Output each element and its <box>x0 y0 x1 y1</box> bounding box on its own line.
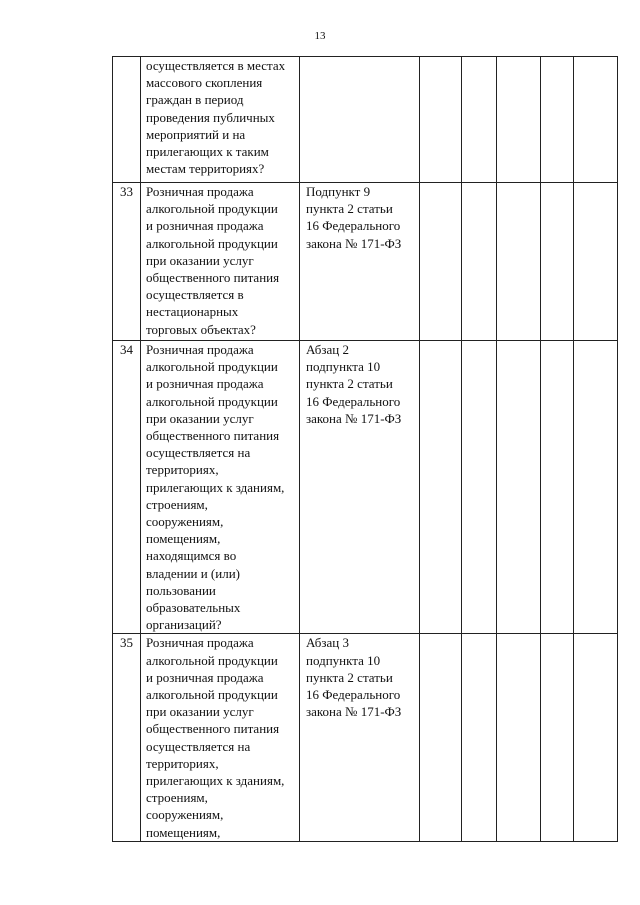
answer-cell <box>420 634 462 842</box>
question-line: торговых объектах? <box>146 321 256 337</box>
table-row <box>113 341 618 634</box>
question-line: прилегающих к таким <box>146 144 269 160</box>
answer-cell <box>574 341 618 634</box>
row-number-cell: 34 <box>113 341 141 634</box>
question-line: и розничная продажа <box>146 669 264 685</box>
answer-cell <box>462 634 497 842</box>
answer-cell <box>497 183 541 341</box>
answer-cell <box>541 183 574 341</box>
row-number-cell: 35 <box>113 634 141 842</box>
question-line: Розничная продажа <box>146 635 254 651</box>
question-line: территориях, <box>146 755 219 771</box>
question-line: организаций? <box>146 617 222 633</box>
reference-line: пункта 2 статьи <box>306 669 393 685</box>
question-line: помещениям, <box>146 531 221 547</box>
reference-line: 16 Федерального <box>306 218 401 234</box>
question-line: строениям, <box>146 790 208 806</box>
answer-cell <box>541 57 574 183</box>
answer-cell <box>420 57 462 183</box>
question-line: при оказании услуг <box>146 704 254 720</box>
answer-cell <box>462 183 497 341</box>
question-line: образовательных <box>146 600 241 616</box>
question-line: граждан в период <box>146 92 244 108</box>
reference-line: Подпункт 9 <box>306 184 371 199</box>
question-line: алкогольной продукции <box>146 652 278 668</box>
question-cell <box>141 183 300 341</box>
question-line: Розничная продажа <box>146 342 254 357</box>
question-line: общественного питания <box>146 428 280 444</box>
question-line: массового скопления <box>146 75 263 91</box>
question-line: алкогольной продукции <box>146 359 278 375</box>
question-line: находящимся во <box>146 548 237 564</box>
row-number-cell: 33 <box>113 183 141 341</box>
answer-cell <box>462 341 497 634</box>
question-line: строениям, <box>146 496 208 512</box>
reference-line: закона № 171-ФЗ <box>306 704 402 720</box>
question-line: местам территориях? <box>146 161 265 177</box>
question-line: сооружениям, <box>146 807 224 823</box>
table-row <box>113 183 618 341</box>
answer-cell <box>574 57 618 183</box>
question-line: проведения публичных <box>146 109 275 125</box>
question-line: пользовании <box>146 582 216 598</box>
question-line: при оказании услуг <box>146 252 254 268</box>
question-line: прилегающих к зданиям, <box>146 773 285 789</box>
legal-reference-cell <box>300 634 420 842</box>
question-cell <box>141 57 300 183</box>
reference-line: 16 Федерального <box>306 687 401 703</box>
question-line: прилегающих к зданиям, <box>146 479 285 495</box>
question-line: и розничная продажа <box>146 218 264 234</box>
question-line: осуществляется в <box>146 287 244 303</box>
legal-reference-cell <box>300 183 420 341</box>
question-line: сооружениям, <box>146 514 224 530</box>
checklist-table <box>112 56 618 842</box>
checklist-table-wrapper <box>112 56 618 842</box>
answer-cell <box>462 57 497 183</box>
question-line: алкогольной продукции <box>146 687 278 703</box>
question-line: осуществляется в местах <box>146 58 286 73</box>
question-line: алкогольной продукции <box>146 393 278 409</box>
reference-line: подпункта 10 <box>306 652 381 668</box>
reference-line: Абзац 2 <box>306 342 349 357</box>
answer-cell <box>541 341 574 634</box>
answer-cell <box>497 57 541 183</box>
question-line: и розничная продажа <box>146 376 264 392</box>
page-number: 13 <box>314 30 326 42</box>
question-line: территориях, <box>146 462 219 478</box>
question-line: осуществляется на <box>146 738 251 754</box>
legal-reference-cell <box>300 341 420 634</box>
table-row <box>113 57 618 183</box>
reference-line: закона № 171-ФЗ <box>306 235 402 251</box>
question-line: общественного питания <box>146 721 280 737</box>
reference-line: Абзац 3 <box>306 635 349 651</box>
question-line: нестационарных <box>146 304 239 320</box>
answer-cell <box>541 634 574 842</box>
question-line: осуществляется на <box>146 445 251 461</box>
reference-line: подпункта 10 <box>306 359 381 375</box>
question-line: при оказании услуг <box>146 410 254 426</box>
reference-line: пункта 2 статьи <box>306 376 393 392</box>
question-line: общественного питания <box>146 270 280 286</box>
reference-line: закона № 171-ФЗ <box>306 410 402 426</box>
question-line: алкогольной продукции <box>146 235 278 251</box>
reference-line: пункта 2 статьи <box>306 201 393 217</box>
answer-cell <box>497 341 541 634</box>
row-number-cell <box>113 57 141 183</box>
table-row <box>113 634 618 842</box>
answer-cell <box>574 634 618 842</box>
question-line: помещениям, <box>146 824 221 840</box>
question-cell <box>141 634 300 842</box>
legal-reference-cell <box>300 57 420 183</box>
answer-cell <box>574 183 618 341</box>
question-line: владении и (или) <box>146 565 240 581</box>
question-cell <box>141 341 300 634</box>
question-line: Розничная продажа <box>146 184 254 199</box>
answer-cell <box>420 341 462 634</box>
question-line: алкогольной продукции <box>146 201 278 217</box>
answer-cell <box>420 183 462 341</box>
answer-cell <box>497 634 541 842</box>
question-line: мероприятий и на <box>146 126 246 142</box>
reference-line: 16 Федерального <box>306 393 401 409</box>
